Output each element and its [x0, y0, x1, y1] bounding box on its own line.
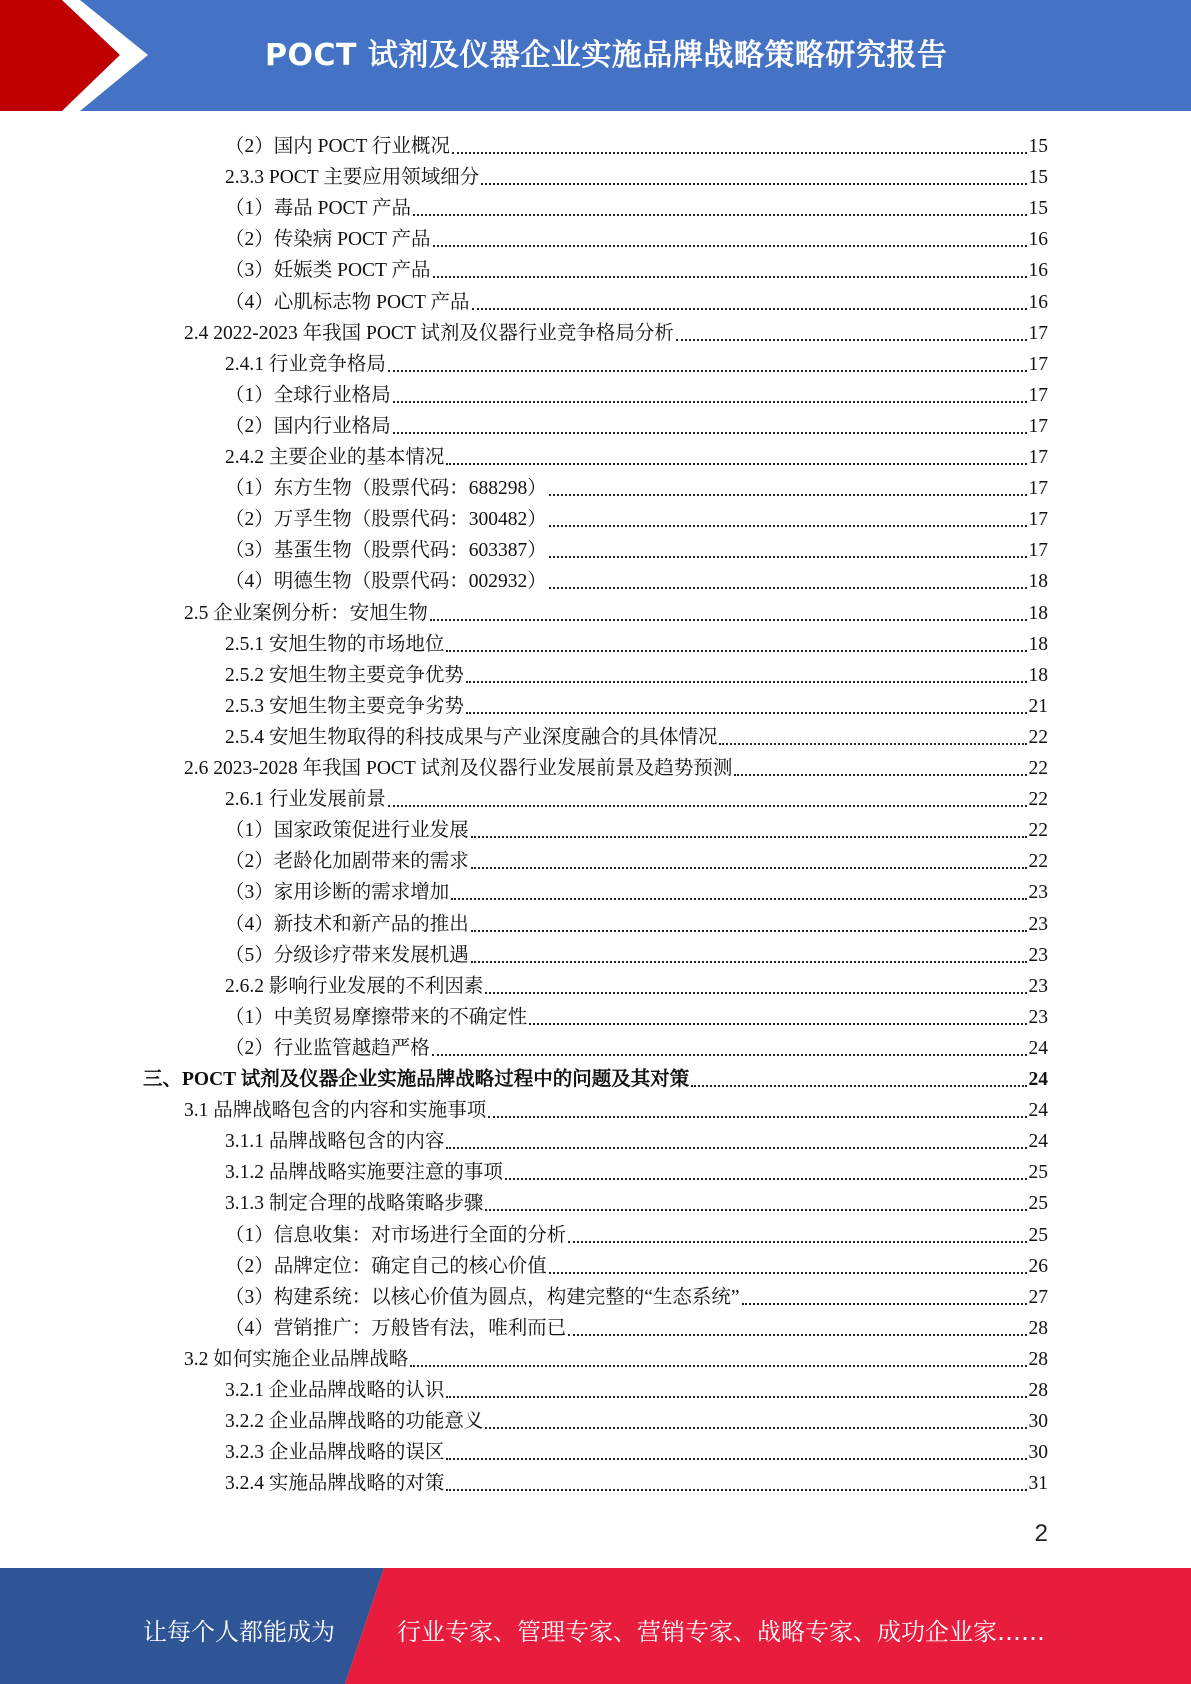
toc-entry-label: （2）老龄化加剧带来的需求	[225, 851, 469, 873]
toc-entry-page: 24	[1028, 1131, 1048, 1153]
toc-entry-page: 18	[1028, 664, 1048, 686]
toc-entry-page: 18	[1028, 602, 1048, 624]
toc-dot-leader	[549, 494, 1027, 496]
toc-entry-label: 2.4.1 行业竞争格局	[225, 353, 386, 375]
toc-entry-label: 2.5 企业案例分析：安旭生物	[184, 602, 428, 624]
toc-dot-leader	[446, 463, 1026, 465]
toc-entry[interactable]	[225, 532, 1048, 563]
toc-dot-leader	[466, 712, 1027, 714]
toc-entry-page: 23	[1028, 882, 1048, 904]
toc-dot-leader	[430, 619, 1027, 621]
toc-dot-leader	[488, 1116, 1026, 1118]
toc-entry[interactable]	[225, 346, 1048, 377]
toc-dot-leader	[485, 1209, 1026, 1211]
toc-dot-leader	[676, 339, 1027, 341]
toc-entry-label: 2.5.1 安旭生物的市场地位	[225, 633, 445, 655]
toc-entry[interactable]	[225, 937, 1048, 968]
toc-dot-leader	[691, 1085, 1026, 1087]
toc-entry-label: 3.1 品牌战略包含的内容和实施事项	[184, 1100, 487, 1122]
toc-entry-label: （2）国内 POCT 行业概况	[225, 136, 450, 157]
toc-entry[interactable]	[225, 501, 1048, 532]
toc-dot-leader	[446, 1396, 1026, 1398]
toc-dot-leader	[471, 836, 1027, 838]
toc-entry-label: 3.1.1 品牌战略包含的内容	[225, 1131, 445, 1153]
toc-entry-page: 30	[1028, 1442, 1048, 1464]
toc-entry[interactable]	[225, 843, 1048, 874]
toc-entry[interactable]	[225, 657, 1048, 688]
toc-entry-label: 2.6.1 行业发展前景	[225, 789, 386, 811]
toc-entry-page: 28	[1028, 1380, 1048, 1401]
toc-entry[interactable]	[225, 1403, 1048, 1434]
toc-dot-leader	[568, 1334, 1026, 1336]
toc-entry[interactable]	[225, 1279, 1048, 1310]
toc-dot-leader	[452, 152, 1027, 154]
toc-entry-label: 2.4 2022-2023 年我国 POCT 试剂及仪器行业竞争格局分析	[184, 322, 674, 344]
toc-dot-leader	[432, 1054, 1027, 1056]
toc-dot-leader	[451, 898, 1026, 900]
toc-entry-page: 23	[1028, 944, 1048, 966]
toc-entry[interactable]	[225, 1154, 1048, 1185]
toc-entry-label: （1）信息收集：对市场进行全面的分析	[225, 1224, 567, 1246]
toc-entry[interactable]	[225, 190, 1048, 221]
toc-entry-page: 24	[1028, 1037, 1048, 1059]
toc-entry[interactable]	[225, 377, 1048, 408]
toc-entry-label: 3.1.3 制定合理的战略策略步骤	[225, 1193, 484, 1215]
toc-entry[interactable]	[225, 439, 1048, 470]
toc-dot-leader	[393, 432, 1027, 434]
toc-entry-page: 23	[1028, 913, 1048, 935]
toc-entry-label: 2.5.2 安旭生物主要竞争优势	[225, 664, 464, 686]
toc-dot-leader	[388, 370, 1027, 372]
toc-entry-label: （3）家用诊断的需求增加	[225, 882, 450, 904]
toc-entry[interactable]	[225, 1372, 1048, 1403]
toc-entry-page: 18	[1028, 633, 1048, 655]
toc-entry-label: 3.2.3 企业品牌战略的误区	[225, 1442, 445, 1464]
toc-entry-label: 2.6.2 影响行业发展的不利因素	[225, 975, 484, 997]
toc-entry-page: 23	[1028, 975, 1048, 997]
toc-dot-leader	[446, 1489, 1026, 1491]
toc-entry-label: （3）基蛋生物（股票代码：603387）	[225, 540, 547, 562]
toc-entry-page: 17	[1028, 384, 1048, 406]
toc-entry[interactable]	[225, 1310, 1048, 1341]
toc-entry-label: （2）万孚生物（股票代码：300482）	[225, 509, 547, 531]
toc-dot-leader	[742, 1303, 1027, 1305]
page-footer	[0, 1568, 1191, 1684]
toc-entry-label: 三、POCT 试剂及仪器企业实施品牌战略过程中的问题及其对策	[143, 1069, 690, 1090]
toc-entry[interactable]	[225, 781, 1048, 812]
toc-entry-label: （2）传染病 POCT 产品	[225, 229, 431, 251]
toc-entry-page: 25	[1028, 1224, 1048, 1246]
toc-entry-page: 17	[1028, 478, 1048, 500]
toc-entry-page: 16	[1028, 229, 1048, 251]
toc-entry[interactable]	[225, 626, 1048, 657]
toc-entry-page: 24	[1028, 1100, 1048, 1122]
toc-entry-page: 16	[1028, 291, 1048, 313]
toc-dot-leader	[393, 401, 1027, 403]
toc-entry[interactable]	[225, 999, 1048, 1030]
toc-dot-leader	[505, 1178, 1027, 1180]
toc-dot-leader	[446, 650, 1026, 652]
toc-entry[interactable]	[225, 284, 1048, 315]
toc-entry-page: 17	[1028, 447, 1048, 468]
toc-entry-label: （5）分级诊疗带来发展机遇	[225, 944, 469, 966]
toc-entry-label: （1）东方生物（股票代码：688298）	[225, 478, 547, 500]
toc-entry[interactable]	[225, 1185, 1048, 1216]
toc-dot-leader	[433, 276, 1027, 278]
toc-dot-leader	[471, 867, 1027, 869]
toc-entry[interactable]	[184, 750, 1048, 781]
toc-dot-leader	[485, 992, 1026, 994]
toc-dot-leader	[485, 1427, 1026, 1429]
report-title: POCT 试剂及仪器企业实施品牌战略策略研究报告	[265, 38, 948, 73]
toc-dot-leader	[549, 587, 1027, 589]
toc-entry-page: 22	[1028, 820, 1048, 842]
toc-entry-page: 22	[1028, 851, 1048, 873]
footer-slogan-lead: 让每个人都能成为	[143, 1618, 335, 1646]
toc-entry[interactable]	[225, 1248, 1048, 1279]
toc-entry-label: （3）妊娠类 POCT 产品	[225, 260, 431, 282]
toc-entry-label: 3.2.2 企业品牌战略的功能意义	[225, 1411, 484, 1433]
toc-entry-label: （1）全球行业格局	[225, 384, 391, 406]
toc-entry[interactable]	[225, 1217, 1048, 1248]
toc-entry-label: （2）行业监管越趋严格	[225, 1037, 430, 1059]
toc-entry-label: 3.2.1 企业品牌战略的认识	[225, 1380, 445, 1401]
toc-dot-leader	[410, 1365, 1026, 1367]
toc-entry-label: 2.3.3 POCT 主要应用领域细分	[225, 167, 480, 189]
toc-entry-page: 27	[1028, 1286, 1048, 1308]
page-number: 2	[1034, 1520, 1048, 1547]
toc-entry[interactable]	[225, 563, 1048, 594]
toc-entry[interactable]	[225, 1030, 1048, 1061]
toc-entry[interactable]	[225, 159, 1048, 190]
toc-entry-label: （3）构建系统：以核心价值为圆点，构建完整的“生态系统”	[225, 1286, 740, 1308]
toc-entry-label: （4）明德生物（股票代码：002932）	[225, 571, 547, 593]
toc-entry-page: 18	[1028, 571, 1048, 593]
toc-entry-label: （1）毒品 POCT 产品	[225, 198, 411, 220]
toc-dot-leader	[734, 774, 1026, 776]
toc-dot-leader	[388, 805, 1027, 807]
toc-entry[interactable]	[225, 688, 1048, 719]
toc-entry[interactable]	[184, 315, 1048, 346]
toc-entry-page: 23	[1028, 1006, 1048, 1028]
toc-entry[interactable]	[143, 1061, 1048, 1092]
toc-dot-leader	[568, 1241, 1026, 1243]
toc-entry-label: （4）新技术和新产品的推出	[225, 913, 469, 935]
toc-entry-page: 17	[1028, 322, 1048, 344]
toc-entry-page: 22	[1028, 789, 1048, 811]
toc-entry-label: 3.2 如何实施企业品牌战略	[184, 1348, 409, 1370]
toc-entry-page: 24	[1028, 1069, 1048, 1090]
toc-entry-label: 2.6 2023-2028 年我国 POCT 试剂及仪器行业发展前景及趋势预测	[184, 758, 733, 779]
toc-entry-page: 22	[1028, 758, 1048, 779]
toc-dot-leader	[719, 743, 1026, 745]
toc-entry-page: 17	[1028, 353, 1048, 375]
toc-entry[interactable]	[225, 719, 1048, 750]
toc-entry[interactable]	[225, 968, 1048, 999]
toc-entry[interactable]	[225, 470, 1048, 501]
toc-entry-page: 31	[1028, 1473, 1048, 1495]
toc-entry-label: 2.5.4 安旭生物取得的科技成果与产业深度融合的具体情况	[225, 726, 718, 748]
toc-entry-label: （1）中美贸易摩擦带来的不确定性	[225, 1006, 528, 1028]
toc-dot-leader	[549, 525, 1027, 527]
toc-entry-label: （4）营销推广：万般皆有法，唯利而已	[225, 1317, 567, 1339]
toc-entry[interactable]	[184, 1092, 1048, 1123]
toc-dot-leader	[466, 681, 1027, 683]
toc-dot-leader	[471, 930, 1027, 932]
toc-entry[interactable]	[225, 1465, 1048, 1496]
toc-dot-leader	[446, 1147, 1026, 1149]
toc-entry-page: 25	[1028, 1193, 1048, 1215]
toc-entry[interactable]	[184, 595, 1048, 626]
toc-dot-leader	[549, 556, 1027, 558]
toc-entry[interactable]	[225, 1434, 1048, 1465]
toc-entry[interactable]	[225, 812, 1048, 843]
toc-entry-label: （1）国家政策促进行业发展	[225, 820, 469, 842]
toc-entry-page: 30	[1028, 1411, 1048, 1433]
toc-dot-leader	[446, 1458, 1026, 1460]
toc-entry[interactable]	[225, 221, 1048, 252]
toc-entry[interactable]	[225, 906, 1048, 937]
page-header	[0, 0, 1191, 111]
toc-entry-page: 17	[1028, 509, 1048, 531]
footer-slogan-roles: 行业专家、管理专家、营销专家、战略专家、成功企业家……	[397, 1618, 1045, 1646]
toc-entry[interactable]	[225, 252, 1048, 283]
toc-entry[interactable]	[225, 874, 1048, 905]
toc-entry-page: 28	[1028, 1317, 1048, 1339]
toc-entry-page: 25	[1028, 1162, 1048, 1184]
toc-entry-label: （4）心肌标志物 POCT 产品	[225, 291, 470, 313]
toc-entry-label: 3.1.2 品牌战略实施要注意的事项	[225, 1162, 503, 1184]
toc-entry-page: 15	[1028, 167, 1048, 189]
toc-entry-page: 28	[1028, 1348, 1048, 1370]
toc-dot-leader	[481, 183, 1026, 185]
toc-entry-page: 15	[1028, 198, 1048, 220]
toc-entry[interactable]	[184, 1341, 1048, 1372]
toc-dot-leader	[529, 1023, 1026, 1025]
toc-entry-label: （2）国内行业格局	[225, 415, 391, 437]
toc-dot-leader	[433, 245, 1027, 247]
toc-entry-page: 16	[1028, 260, 1048, 282]
toc-entry-page: 17	[1028, 540, 1048, 562]
toc-entry-label: 2.5.3 安旭生物主要竞争劣势	[225, 695, 464, 717]
toc-dot-leader	[472, 308, 1027, 310]
toc-entry[interactable]	[225, 1123, 1048, 1154]
toc-entry-page: 15	[1028, 136, 1048, 157]
toc-entry-page: 17	[1028, 415, 1048, 437]
toc-entry-page: 22	[1028, 726, 1048, 748]
toc-dot-leader	[471, 961, 1027, 963]
toc-entry-label: 2.4.2 主要企业的基本情况	[225, 447, 445, 468]
toc-entry-label: 3.2.4 实施品牌战略的对策	[225, 1473, 445, 1495]
toc-entry-page: 21	[1028, 695, 1048, 717]
toc-dot-leader	[549, 1272, 1027, 1274]
toc-entry-page: 26	[1028, 1255, 1048, 1277]
toc-dot-leader	[413, 214, 1027, 216]
toc-entry-label: （2）品牌定位：确定自己的核心价值	[225, 1255, 547, 1277]
toc-entry[interactable]	[225, 408, 1048, 439]
toc-entry[interactable]	[225, 128, 1048, 159]
